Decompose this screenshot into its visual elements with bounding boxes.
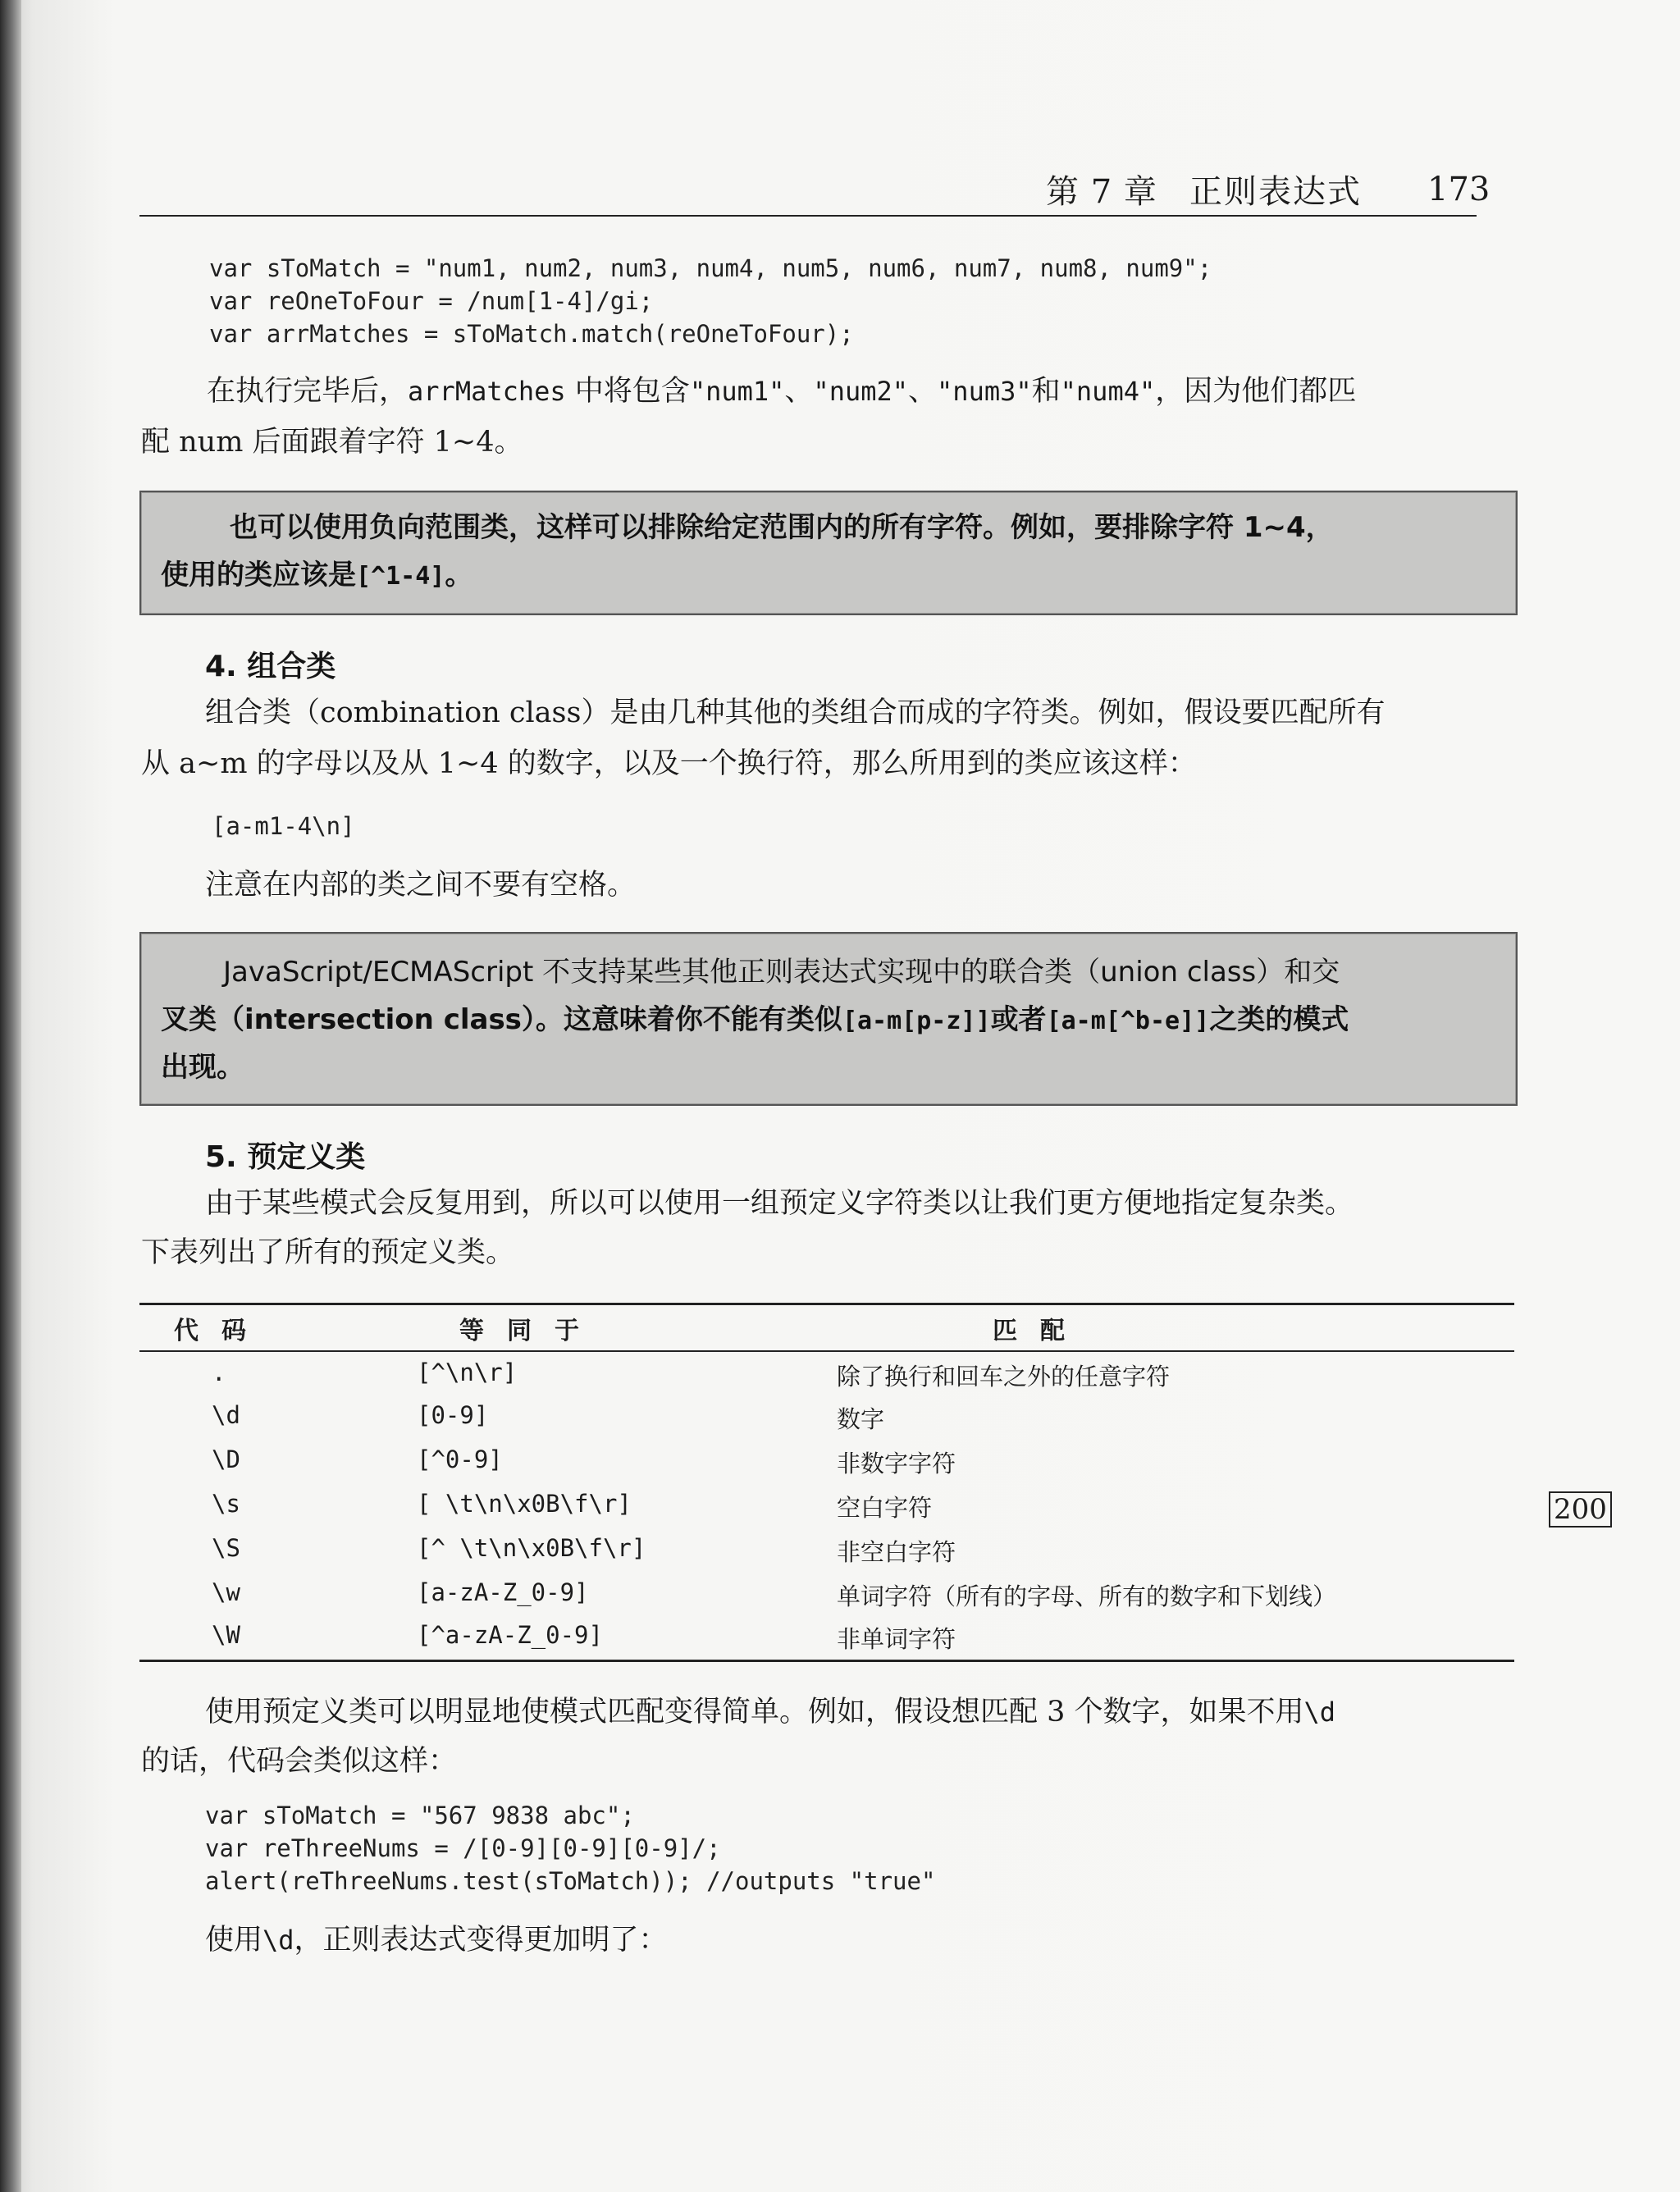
text: ，正则表达式变得更加明了：	[294, 1924, 668, 1957]
cell-equivalent: [0-9]	[417, 1401, 489, 1429]
text: ，因为他们都匹	[1155, 375, 1357, 408]
cell-code: \W	[212, 1621, 240, 1649]
table-bottom-rule	[139, 1660, 1514, 1662]
code-line: var sToMatch = "num1, num2, num3, num4, num5, num6, num7, num8, num9";	[209, 254, 1212, 282]
section-heading: 5. 预定义类	[205, 1140, 366, 1174]
paragraph-line	[205, 1915, 668, 1966]
cell-equivalent: [^ \t\n\x0B\f\r]	[417, 1534, 646, 1562]
table-header-code: 代码	[174, 1317, 269, 1345]
cell-code: \s	[212, 1490, 240, 1518]
note-line: JavaScript/ECMAScript 不支持某些其他正则表达式实现中的联合类（union class）和交	[223, 956, 1340, 989]
cell-code: .	[212, 1359, 226, 1386]
margin-page-reference: 200	[1549, 1491, 1612, 1528]
code-line: [a-m1-4\n]	[212, 812, 355, 840]
section-heading: 4. 组合类	[205, 650, 336, 683]
text: 和	[1031, 375, 1061, 408]
inline-code: "num1"	[689, 376, 785, 407]
cell-equivalent: [a-zA-Z_0-9]	[417, 1578, 589, 1606]
inline-code: \d	[1303, 1697, 1336, 1728]
table-header-equivalent: 等同于	[459, 1317, 602, 1345]
paragraph-line: 下表列出了所有的预定义类。	[141, 1236, 515, 1269]
text: 使用预定义类可以明显地使模式匹配变得简单。例如，假设想匹配 3 个数字，如果不用	[205, 1696, 1304, 1728]
cell-equivalent: [^\n\r]	[417, 1359, 518, 1386]
cell-code: \S	[212, 1534, 240, 1562]
inline-code: [^1-4]	[356, 562, 445, 591]
header-rule	[139, 215, 1477, 217]
paragraph-line: 组合类（combination class）是由几种其他的类组合而成的字符类。例如，假设要匹配所有	[205, 696, 1386, 729]
paragraph-line: 注意在内部的类之间不要有空格。	[205, 869, 637, 902]
code-line: alert(reThreeNums.test(sToMatch)); //outputs "true"	[205, 1867, 936, 1895]
text: 中将包含	[565, 375, 690, 408]
inline-code: "num3"	[937, 376, 1032, 407]
cell-match: 数字	[837, 1405, 885, 1433]
cell-match: 除了换行和回车之外的任意字符	[837, 1363, 1171, 1391]
header-title: 正则表达式	[1189, 173, 1362, 211]
cell-match: 非数字字符	[837, 1450, 956, 1477]
table-header-rule	[139, 1350, 1514, 1352]
paragraph-line: 配 num 后面跟着字符 1~4。	[141, 426, 523, 459]
cell-code: \D	[212, 1445, 240, 1473]
cell-equivalent: [ \t\n\x0B\f\r]	[417, 1490, 632, 1518]
paragraph-line	[205, 1687, 1335, 1738]
cell-match: 非空白字符	[837, 1538, 956, 1566]
code-line: var reOneToFour = /num[1-4]/gi;	[209, 287, 654, 315]
note-box	[139, 491, 1518, 615]
note-line	[161, 996, 1349, 1045]
paragraph-line	[207, 366, 1356, 417]
code-line: var arrMatches = sToMatch.match(reOneToFour);	[209, 320, 854, 348]
text: 之类的模式	[1209, 1003, 1349, 1036]
note-line: 也可以使用负向范围类，这样可以排除给定范围内的所有字符。例如，要排除字符 1~4，	[230, 511, 1334, 544]
inline-code: "num4"	[1060, 376, 1156, 407]
book-spine-shadow	[0, 0, 21, 2192]
text: 使用	[205, 1924, 263, 1957]
cell-equivalent: [^a-zA-Z_0-9]	[417, 1621, 603, 1649]
header-page-number: 173	[1427, 171, 1491, 208]
code-line: var sToMatch = "567 9838 abc";	[205, 1802, 635, 1829]
inline-code: "num2"	[813, 376, 909, 407]
text: 在执行完毕后，	[207, 375, 409, 408]
table-header-match: 匹配	[993, 1317, 1088, 1345]
cell-match: 单词字符（所有的字母、所有的数字和下划线）	[837, 1582, 1337, 1610]
table-top-rule	[139, 1303, 1514, 1305]
inline-code: arrMatches	[408, 376, 566, 407]
paragraph-line: 从 a~m 的字母以及从 1~4 的数字，以及一个换行符，那么所用到的类应该这样：	[141, 747, 1197, 780]
cell-code: \w	[212, 1578, 240, 1606]
cell-code: \d	[212, 1401, 240, 1429]
header-chapter: 第 7 章	[1046, 173, 1157, 211]
inline-code: [a-m[p-z]]	[842, 1007, 991, 1035]
cell-match: 空白字符	[837, 1494, 933, 1522]
text: 、	[784, 375, 814, 408]
inline-code: \d	[262, 1925, 294, 1956]
note-line	[161, 551, 472, 601]
note-line: 出现。	[161, 1051, 244, 1084]
code-line: var reThreeNums = /[0-9][0-9][0-9]/;	[205, 1834, 721, 1862]
inline-code: [a-m[^b-e]]	[1046, 1007, 1210, 1035]
text: 或者	[990, 1003, 1047, 1036]
text: 叉类（intersection class）。这意味着你不能有类似	[161, 1003, 842, 1036]
paragraph-line: 由于某些模式会反复用到，所以可以使用一组预定义字符类以让我们更方便地指定复杂类。	[205, 1187, 1354, 1220]
text: 。	[445, 559, 473, 591]
paragraph-line: 的话，代码会类似这样：	[141, 1745, 458, 1778]
text: 使用的类应该是	[161, 559, 356, 591]
text: 、	[908, 375, 938, 408]
cell-equivalent: [^0-9]	[417, 1445, 503, 1473]
note-box	[139, 932, 1518, 1106]
cell-match: 非单词字符	[837, 1625, 956, 1653]
